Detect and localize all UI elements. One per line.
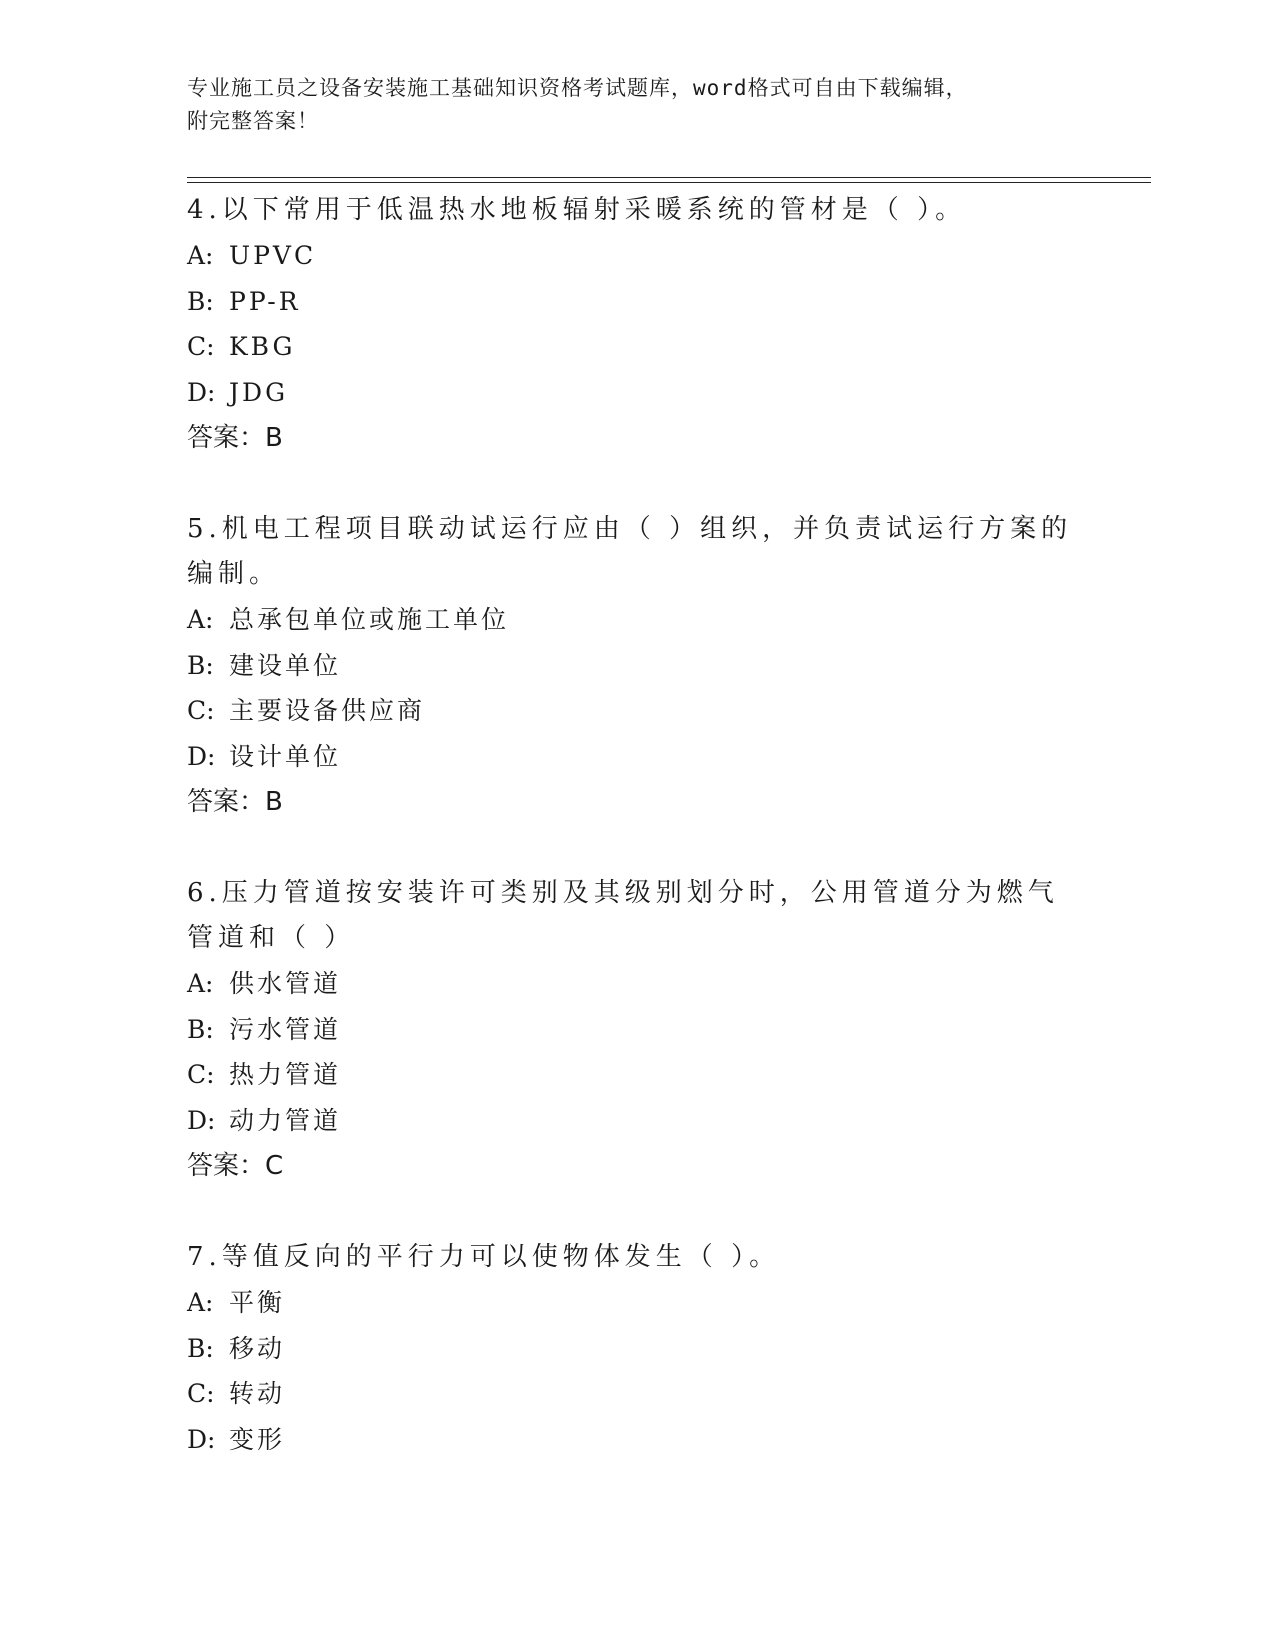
option-text: JDG (229, 377, 289, 407)
option-key: A: (187, 605, 214, 634)
option-d (187, 1417, 1087, 1463)
option-text: 变形 (229, 1424, 286, 1454)
option-key: A: (187, 969, 214, 998)
option-key: D: (187, 1424, 216, 1454)
option-c (187, 324, 1087, 370)
option-a (187, 233, 1087, 279)
option-text: 主要设备供应商 (229, 696, 426, 725)
option-text: 供水管道 (229, 969, 342, 998)
option-text: 转动 (229, 1379, 286, 1408)
option-c (187, 1052, 1087, 1098)
option-b (187, 1007, 1087, 1053)
option-key: C: (187, 1379, 215, 1408)
question-4 (187, 188, 1087, 461)
question-list (187, 188, 1087, 1508)
option-key: B: (187, 286, 214, 316)
option-b (187, 1326, 1087, 1372)
option-text: 建设单位 (229, 650, 342, 680)
question-stem: 6.压力管道按安装许可类别及其级别划分时，公用管道分为燃气管道和（ ） (187, 878, 1059, 953)
option-key: C: (187, 332, 215, 361)
document-header (187, 72, 1087, 138)
question-7 (187, 1235, 1087, 1462)
option-text: 热力管道 (229, 1060, 342, 1089)
option-d (187, 370, 1087, 416)
option-a (187, 961, 1087, 1007)
option-key: B: (187, 650, 214, 680)
question-5 (187, 507, 1087, 825)
option-key: B: (187, 1333, 214, 1363)
header-divider-bottom (187, 182, 1151, 183)
option-b (187, 279, 1087, 325)
option-text: 污水管道 (229, 1014, 342, 1044)
answer-label: 答案：C (187, 1151, 284, 1181)
option-text: 设计单位 (229, 741, 342, 771)
option-key: A: (187, 241, 214, 270)
option-key: C: (187, 1060, 215, 1089)
header-divider-top (187, 177, 1151, 178)
header-line-2: 附完整答案！ (187, 109, 319, 133)
option-a (187, 597, 1087, 643)
option-a (187, 1280, 1087, 1326)
option-c (187, 1371, 1087, 1417)
question-6 (187, 871, 1087, 1189)
option-text: PP-R (229, 286, 301, 316)
option-text: 动力管道 (229, 1105, 342, 1135)
option-text: 移动 (229, 1333, 286, 1363)
option-key: D: (187, 1105, 216, 1135)
option-text: KBG (229, 332, 296, 361)
option-key: D: (187, 741, 216, 771)
option-key: C: (187, 696, 215, 725)
option-text: UPVC (229, 241, 317, 270)
option-c (187, 688, 1087, 734)
header-line-1: 专业施工员之设备安装施工基础知识资格考试题库，word格式可自由下载编辑， (187, 76, 968, 100)
question-stem: 4.以下常用于低温热水地板辐射采暖系统的管材是（ ）。 (187, 195, 967, 225)
option-d (187, 734, 1087, 780)
question-stem: 5.机电工程项目联动试运行应由（ ）组织，并负责试运行方案的编制。 (187, 514, 1073, 589)
option-text: 平衡 (229, 1288, 286, 1317)
option-key: D: (187, 377, 216, 407)
option-key: B: (187, 1014, 214, 1044)
answer-label: 答案：B (187, 787, 283, 817)
option-b (187, 643, 1087, 689)
option-key: A: (187, 1288, 214, 1317)
option-text: 总承包单位或施工单位 (229, 605, 510, 634)
option-d (187, 1098, 1087, 1144)
question-stem: 7.等值反向的平行力可以使物体发生（ ）。 (187, 1242, 781, 1272)
answer-label: 答案：B (187, 423, 283, 453)
